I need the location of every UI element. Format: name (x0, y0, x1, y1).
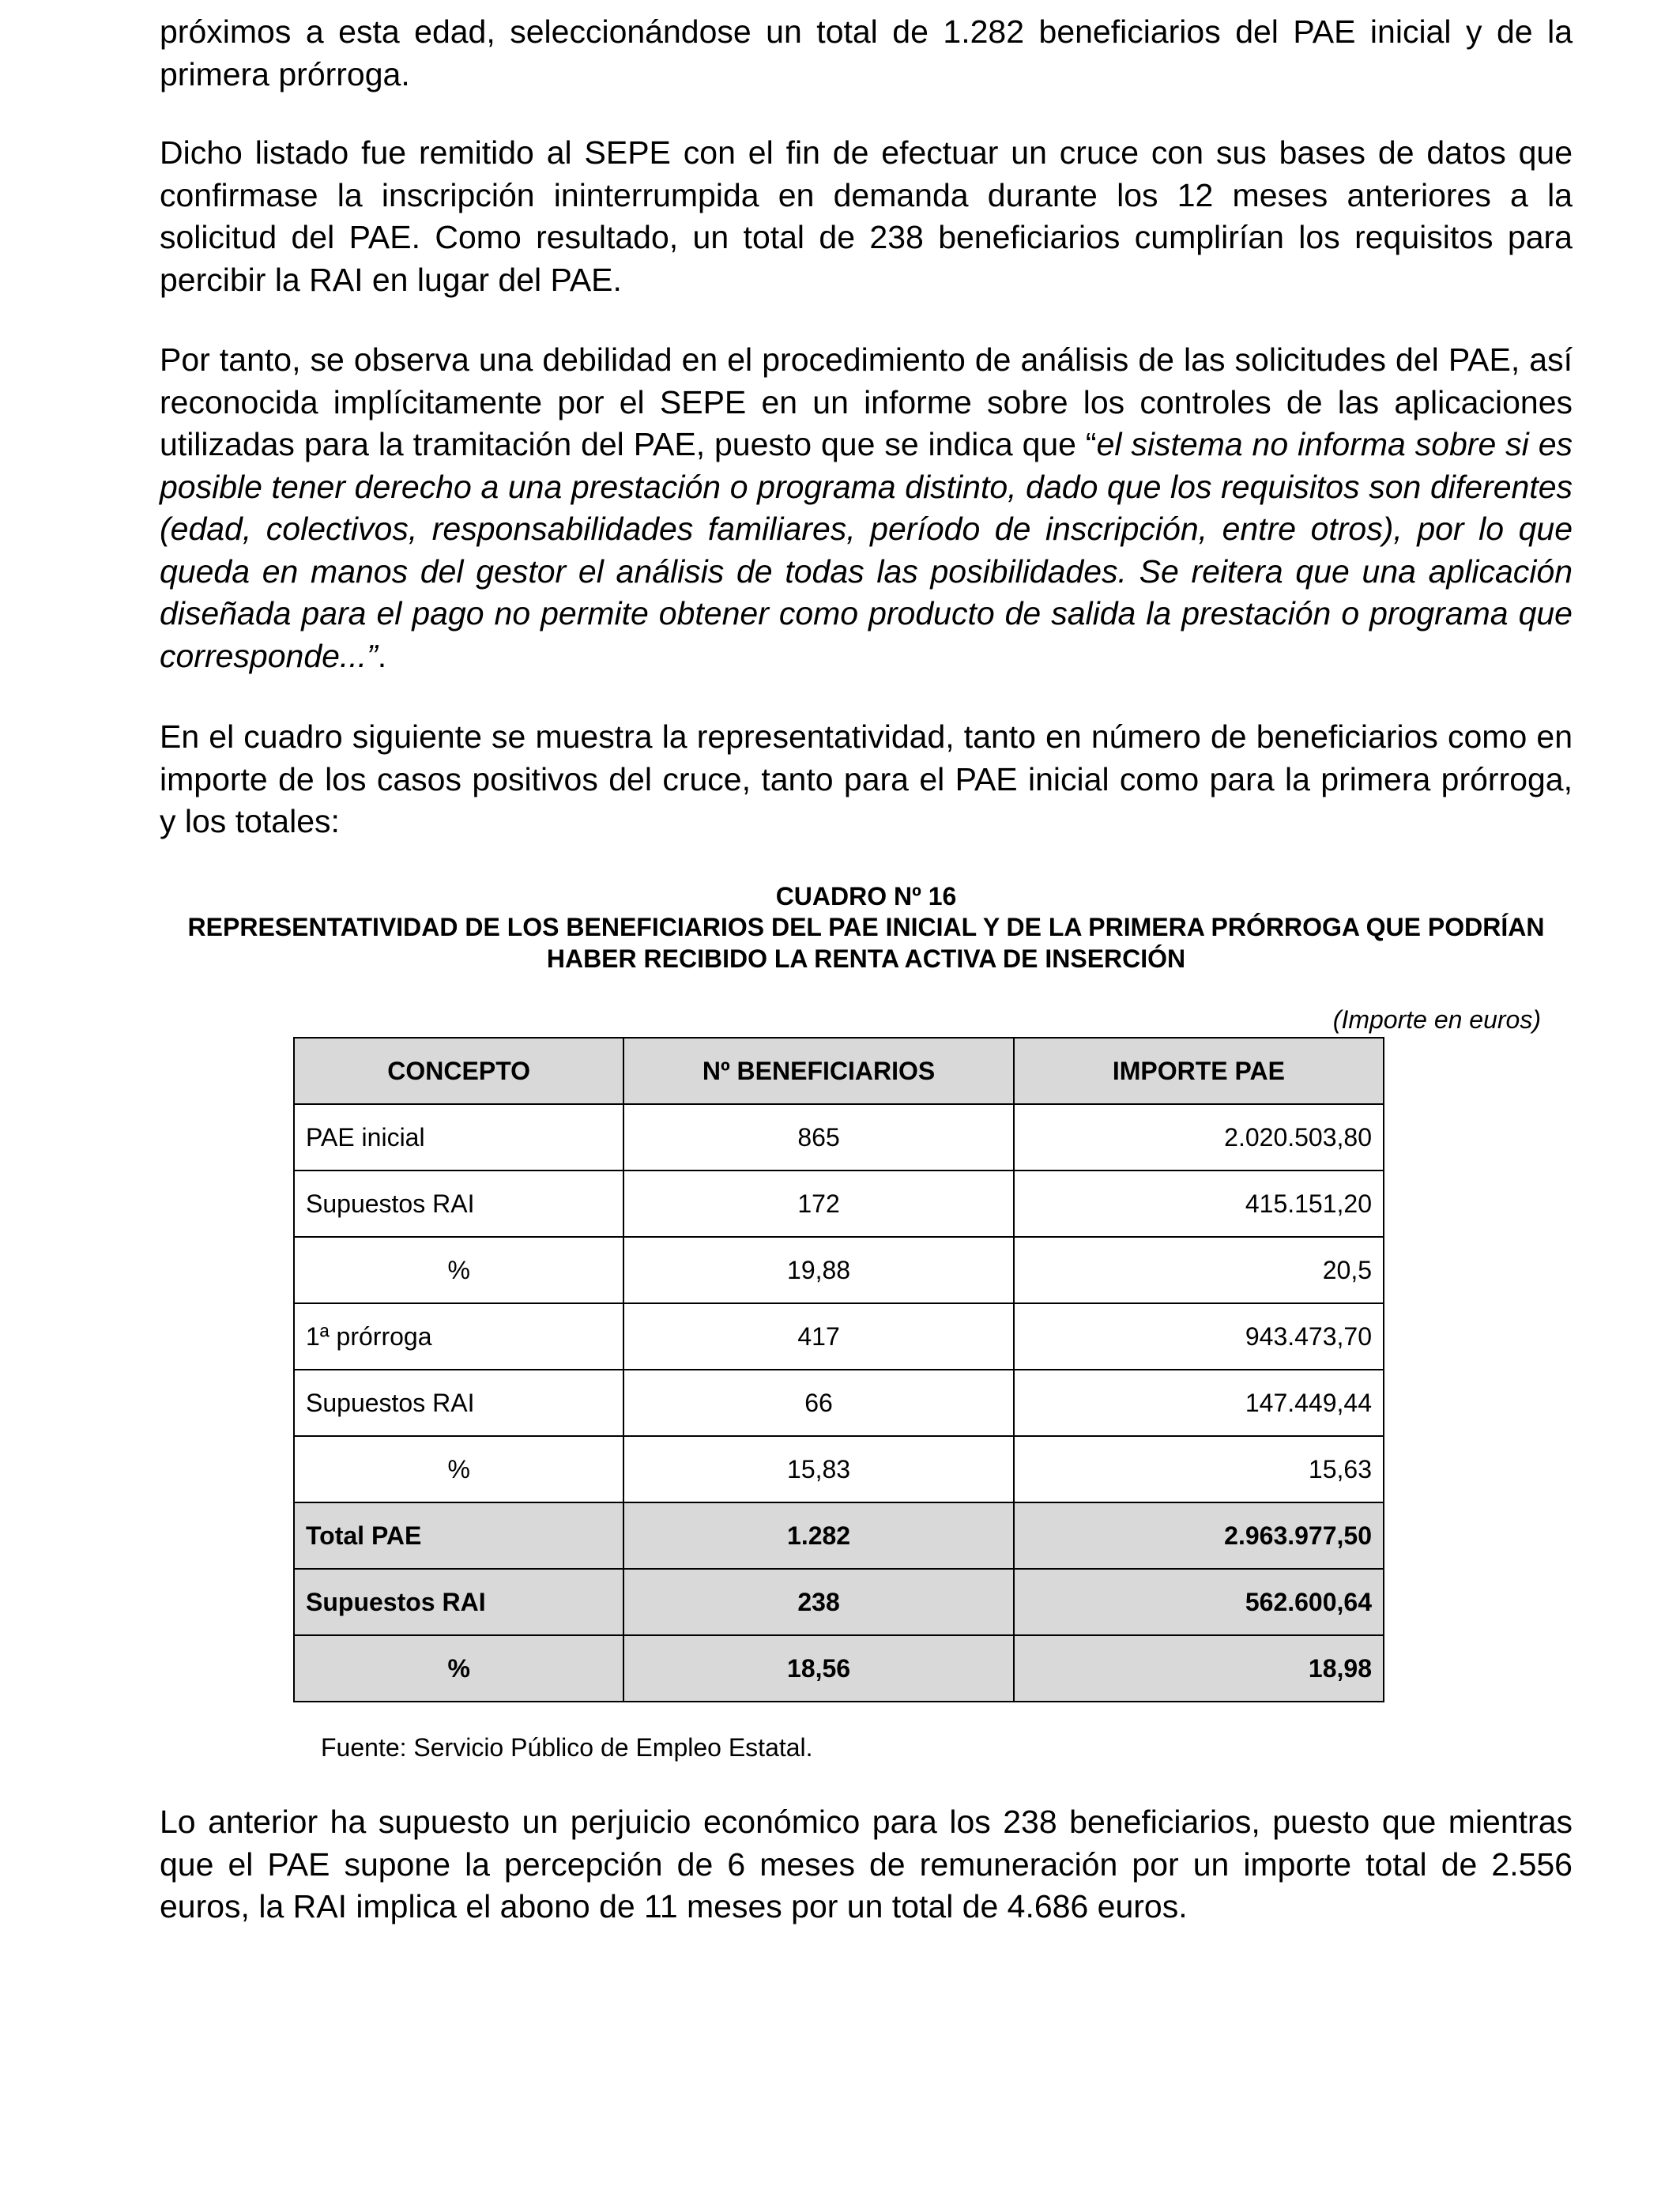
paragraph-weakness-quote: el sistema no informa sobre si es posible tener derecho a una prestación o programa distinto, dado que los requisitos son diferentes (edad, colectivos, responsabilidades familiares, período de inscripción, entre otros), por lo que queda en manos del gestor el análisis de todas las posibilidades. Se reitera que una aplicación diseñada para el pago no permite obtener como producto de salida la prestación o programa que corresponde...” (160, 426, 1573, 674)
table-title: REPRESENTATIVIDAD DE LOS BENEFICIARIOS DEL PAE INICIAL Y DE LA PRIMERA PRÓRROGA QUE PODRÍAN HABER RECIBIDO LA RENTA ACTIVA DE INSERCIÓN (187, 913, 1545, 973)
cell-beneficiarios: 865 (623, 1104, 1013, 1171)
paragraph-intro: próximos a esta edad, seleccionándose un total de 1.282 beneficiarios del PAE inicial y de la primera prórroga. (160, 13, 1573, 92)
table-row (294, 1237, 1384, 1303)
cell-concept: Supuestos RAI (294, 1569, 623, 1635)
cell-beneficiarios: 66 (623, 1370, 1013, 1436)
cell-beneficiarios: 172 (623, 1171, 1013, 1237)
paragraph-sepe-cross-check: Dicho listado fue remitido al SEPE con el fin de efectuar un cruce con sus bases de datos que confirmase la inscripción ininterrumpida en demanda durante los 12 meses anteriores a la solicitud del PAE. Como resultado, un total de 238 beneficiarios cumplirían los requisitos para percibir la RAI en lugar del PAE. (160, 134, 1573, 298)
cell-concept: % (294, 1436, 623, 1502)
cell-concept: PAE inicial (294, 1104, 623, 1171)
table-row-total (294, 1569, 1384, 1635)
paragraph-economic-impact: Lo anterior ha supuesto un perjuicio económico para los 238 beneficiarios, puesto que mientras que el PAE supone la percepción de 6 meses de remuneración por un importe total de 2.556 euros, la RAI implica el abono de 11 meses por un total de 4.686 euros. (160, 1804, 1573, 1924)
cell-importe: 147.449,44 (1014, 1370, 1384, 1436)
cell-beneficiarios: 18,56 (623, 1635, 1013, 1702)
paragraph-table-intro: En el cuadro siguiente se muestra la representatividad, tanto en número de beneficiarios como en importe de los casos positivos del cruce, tanto para el PAE inicial como para la primera prórroga, y los totales: (160, 718, 1573, 839)
table-number: CUADRO Nº 16 (775, 882, 957, 910)
cell-beneficiarios: 15,83 (623, 1436, 1013, 1502)
cell-importe: 943.473,70 (1014, 1303, 1384, 1370)
table-row (294, 1171, 1384, 1237)
table-row (294, 1370, 1384, 1436)
header-importe: IMPORTE PAE (1014, 1038, 1384, 1104)
table-row (294, 1436, 1384, 1502)
table-row (294, 1303, 1384, 1370)
cell-concept: % (294, 1237, 623, 1303)
cell-beneficiarios: 1.282 (623, 1502, 1013, 1569)
table-row (294, 1104, 1384, 1171)
paragraph-weakness (160, 339, 1573, 677)
cell-importe: 2.020.503,80 (1014, 1104, 1384, 1171)
cell-concept: 1ª prórroga (294, 1303, 623, 1370)
cell-concept: Total PAE (294, 1502, 623, 1569)
table-header-row (294, 1038, 1384, 1104)
cell-importe: 15,63 (1014, 1436, 1384, 1502)
cell-concept: Supuestos RAI (294, 1370, 623, 1436)
header-beneficiarios: Nº BENEFICIARIOS (623, 1038, 1013, 1104)
cell-importe: 2.963.977,50 (1014, 1502, 1384, 1569)
table-unit-note: (Importe en euros) (1332, 1005, 1541, 1034)
cell-importe: 562.600,64 (1014, 1569, 1384, 1635)
table-row-total (294, 1502, 1384, 1569)
cell-importe: 18,98 (1014, 1635, 1384, 1702)
cell-beneficiarios: 19,88 (623, 1237, 1013, 1303)
cell-beneficiarios: 417 (623, 1303, 1013, 1370)
cell-importe: 20,5 (1014, 1237, 1384, 1303)
cell-concept: Supuestos RAI (294, 1171, 623, 1237)
header-concepto: CONCEPTO (294, 1038, 623, 1104)
paragraph-weakness-intro: Por tanto, se observa una debilidad en el procedimiento de análisis de las solicitudes del PAE, así reconocida implícitamente por el SEPE en un informe sobre los controles de las aplicaciones utilizadas para la tramitación del PAE, puesto que se indica que “ (160, 341, 1573, 462)
cell-beneficiarios: 238 (623, 1569, 1013, 1635)
cell-importe: 415.151,20 (1014, 1171, 1384, 1237)
cell-concept: % (294, 1635, 623, 1702)
paragraph-weakness-end: . (377, 637, 387, 674)
table-row-total (294, 1635, 1384, 1702)
data-table (293, 1037, 1384, 1702)
table-source: Fuente: Servicio Público de Empleo Estatal. (321, 1733, 813, 1762)
